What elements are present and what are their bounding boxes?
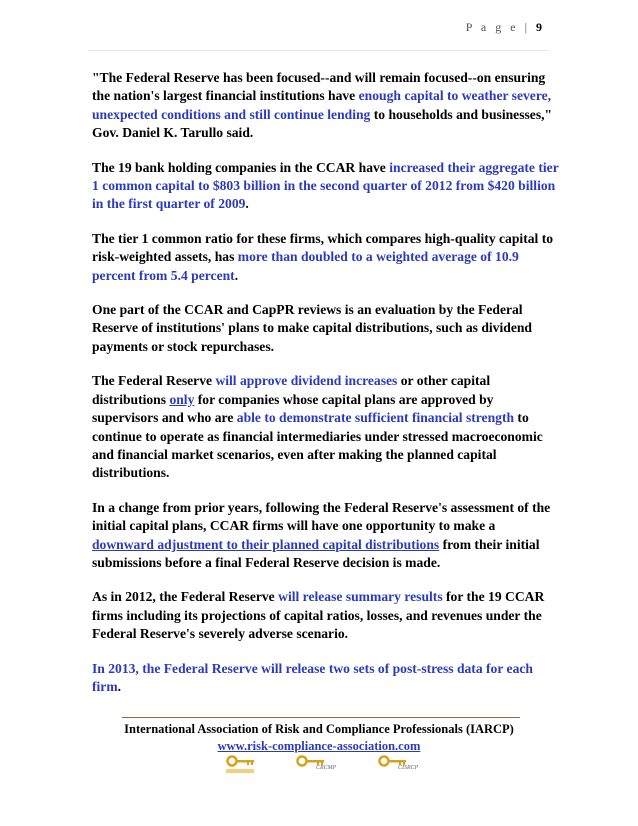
paragraph bbox=[92, 69, 560, 143]
body-text: The 19 bank holding companies in the CCAR have bbox=[92, 159, 390, 175]
key-icon bbox=[226, 754, 256, 768]
highlighted-text: will release summary results bbox=[278, 589, 443, 605]
logo-iarcp bbox=[226, 754, 276, 778]
highlighted-text: increased their aggregate tier 1 common capital to $803 billion in the second quarter of 2012 from $420 billion in the first quarter of 2009 bbox=[92, 159, 559, 212]
logo-cisrcp bbox=[378, 754, 428, 778]
body-text: from their initial submissions before a final Federal Reserve decision is made. bbox=[92, 536, 540, 570]
logo-label: CISRCP bbox=[398, 765, 419, 771]
footer-website-link[interactable]: www.risk-compliance-association.com bbox=[217, 739, 421, 753]
paragraph bbox=[92, 499, 560, 573]
footer-divider bbox=[122, 717, 520, 718]
underlined-highlighted-text: downward adjustment to their planned capital distributions bbox=[92, 536, 440, 552]
page-footer bbox=[0, 721, 638, 755]
page-header bbox=[466, 20, 542, 35]
highlighted-text: In 2013, the Federal Reserve will release two sets of post-stress data for each firm bbox=[92, 660, 533, 694]
body-text: to households and businesses," Gov. Daniel K. Tarullo said. bbox=[92, 106, 553, 141]
logo-crcmp bbox=[296, 754, 346, 778]
body-text: "The Federal Reserve has been focused--and will remain focused--on ensuring the nation's largest financial institutions have bbox=[92, 70, 546, 104]
paragraph bbox=[92, 230, 560, 285]
paragraph bbox=[92, 660, 560, 697]
body-text: One part of the CCAR and CapPR reviews is an evaluation by the Federal Reserve of institutions' plans to make capital distributions, such as dividend payments or stock repurchases. bbox=[92, 302, 532, 354]
highlighted-text: more than doubled to a weighted average of 10.9 percent from 5.4 percent bbox=[92, 249, 519, 283]
footer-organization: International Association of Risk and Compliance Professionals (IARCP) bbox=[124, 722, 514, 736]
underlined-highlighted-text: only bbox=[169, 391, 195, 407]
paragraph bbox=[92, 159, 560, 214]
body-text: In a change from prior years, following the Federal Reserve's assessment of the initial capital plans, CCAR firms will have one opportunity to make a bbox=[92, 499, 551, 534]
body-text: . bbox=[234, 267, 239, 283]
footer-logos bbox=[0, 754, 638, 778]
paragraph bbox=[92, 588, 560, 643]
body-text: for the 19 CCAR firms including its projections of capital ratios, losses, and revenues under the Federal Reserve's severely adverse scenario. bbox=[92, 589, 545, 642]
body-text: . bbox=[117, 678, 122, 694]
body-text: The tier 1 common ratio for these firms, which compares high-quality capital to risk-weighted assets, has bbox=[92, 230, 554, 265]
paragraph bbox=[92, 372, 560, 482]
paragraph bbox=[92, 301, 560, 356]
body-text: As in 2012, the Federal Reserve bbox=[92, 589, 279, 605]
logo-label: CRCMP bbox=[316, 765, 337, 771]
highlighted-text: will approve dividend increases bbox=[215, 373, 398, 389]
page-number: 9 bbox=[536, 20, 542, 34]
highlighted-text: enough capital to weather severe, unexpected conditions and still continue lending bbox=[92, 88, 552, 122]
body-text: . bbox=[245, 196, 249, 212]
body-text: to continue to operate as financial intermediaries under stressed macroeconomic and financial market scenarios, even after making the planned capital distributions. bbox=[92, 410, 543, 481]
highlighted-text: able to demonstrate sufficient financial strength bbox=[236, 410, 515, 426]
body-text: or other capital distributions bbox=[92, 373, 491, 407]
page-separator: | bbox=[524, 20, 530, 34]
body-text: for companies whose capital plans are approved by supervisors and who are bbox=[92, 391, 494, 426]
header-divider bbox=[88, 50, 548, 51]
body-text: The Federal Reserve bbox=[92, 373, 216, 389]
page-label: P a g e bbox=[465, 20, 519, 34]
document-body bbox=[92, 69, 560, 712]
